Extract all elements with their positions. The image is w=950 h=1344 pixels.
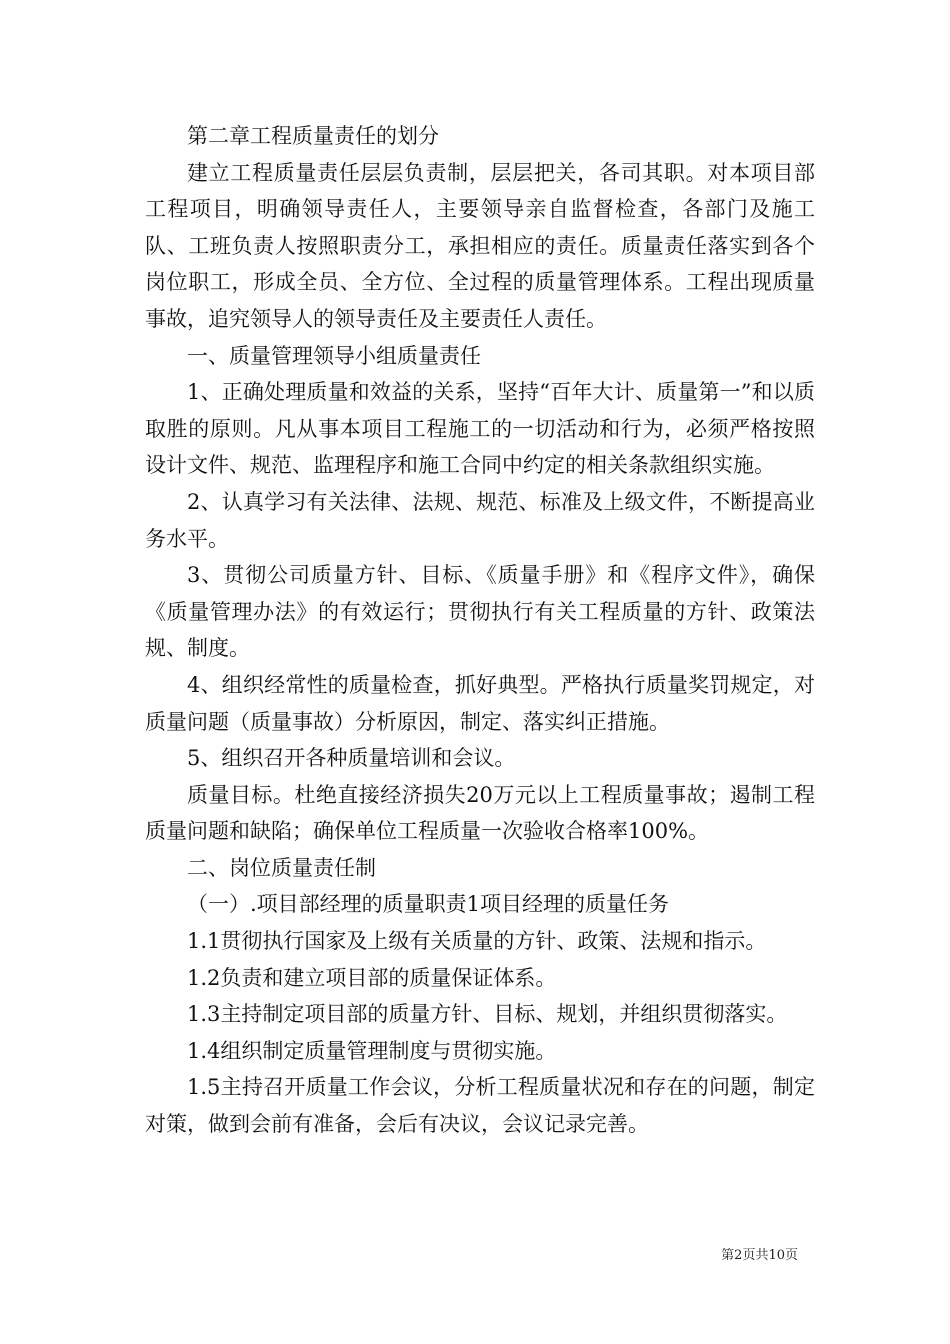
- paragraph: 5、组织召开各种质量培训和会议。: [187, 746, 516, 771]
- section-heading: 二、岗位质量责任制: [187, 855, 376, 880]
- paragraph: 2、认真学习有关法律、法规、规范、标准及上级文件，不断提高业务水平。: [145, 489, 815, 551]
- subsection-heading: （一）.项目部经理的质量职责1项目经理的质量任务: [187, 892, 670, 917]
- paragraph: 1.2负责和建立项目部的质量保证体系。: [187, 965, 557, 990]
- paragraph: 1.5主持召开质量工作会议，分析工程质量状况和存在的问题，制定对策，做到会前有准备，会后有决议，会议记录完善。: [145, 1075, 815, 1137]
- paragraph: 1.3主持制定项目部的质量方针、目标、规划，并组织贯彻落实。: [187, 1002, 788, 1027]
- chapter-heading: 第二章工程质量责任的划分: [187, 124, 439, 148]
- section-heading: 一、质量管理领导小组质量责任: [187, 343, 481, 368]
- paragraph: 1.1贯彻执行国家及上级有关质量的方针、政策、法规和指示。: [187, 929, 767, 954]
- page-number: 第2页共10页: [721, 1248, 798, 1263]
- paragraph: 4、组织经常性的质量检查，抓好典型。严格执行质量奖罚规定，对质量问题（质量事故）分析原因，制定、落实纠正措施。: [145, 672, 815, 734]
- paragraph: 1.4组织制定质量管理制度与贯彻实施。: [187, 1038, 557, 1063]
- paragraph: 建立工程质量责任层层负责制，层层把关，各司其职。对本项目部工程项目，明确领导责任人，主要领导亲自监督检查，各部门及施工队、工班负责人按照职责分工，承担相应的责任。质量责任落实到各个岗位职工，形成全员、全方位、全过程的质量管理体系。工程出现质量事故，追究领导人的领导责任及主要责任人责任。: [145, 160, 815, 331]
- document-body: [145, 118, 815, 1143]
- paragraph: 1、正确处理质量和效益的关系，坚持“百年大计、质量第一”和以质取胜的原则。凡从事本项目工程施工的一切活动和行为，必须严格按照设计文件、规范、监理程序和施工合同中约定的相关条款组织实施。: [145, 380, 815, 478]
- paragraph: 3、贯彻公司质量方针、目标、《质量手册》和《程序文件》，确保《质量管理办法》的有效运行；贯彻执行有关工程质量的方针、政策法规、制度。: [145, 563, 815, 661]
- paragraph: 质量目标。杜绝直接经济损失20万元以上工程质量事故；遏制工程质量问题和缺陷；确保单位工程质量一次验收合格率100%。: [145, 782, 815, 844]
